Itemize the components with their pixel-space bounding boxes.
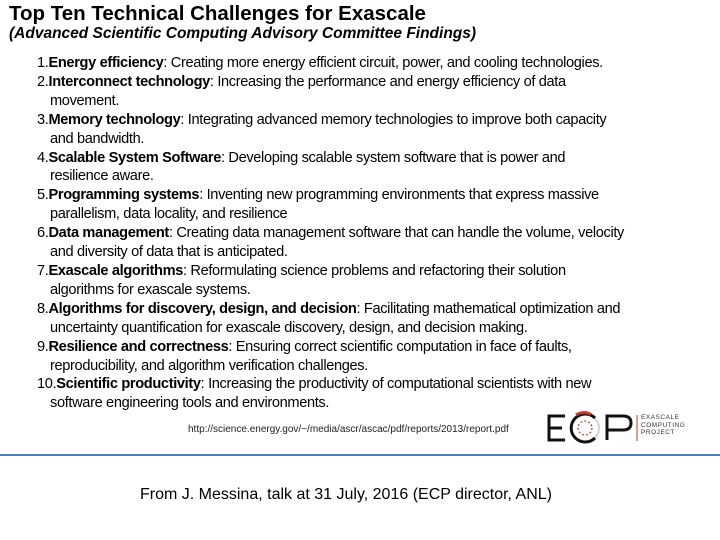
- item-term: Interconnect technology: [48, 73, 210, 90]
- item-description-continued: movement.: [50, 92, 120, 109]
- list-item: [37, 338, 677, 376]
- item-description: : Developing scalable system software that is power and: [220, 149, 566, 166]
- list-item: [37, 375, 677, 413]
- item-description-continued: resilience aware.: [50, 168, 154, 185]
- item-description-continued: software engineering tools and environments.: [50, 395, 330, 412]
- item-term: Programming systems: [48, 187, 200, 204]
- item-description-continued: and bandwidth.: [50, 130, 145, 147]
- list-item: [37, 149, 677, 187]
- item-description: : Integrating advanced memory technologies to improve both capacity: [180, 111, 607, 128]
- logo-wordmark: [641, 414, 685, 437]
- logo-wordmark-line: PROJECT: [641, 429, 676, 437]
- item-description: : Creating data management software that can handle the volume, velocity: [168, 225, 625, 242]
- item-number: 6.: [37, 225, 49, 242]
- list-item: [37, 262, 677, 300]
- item-description-continued: algorithms for exascale systems.: [50, 281, 251, 298]
- list-item: [37, 224, 677, 262]
- slide-subtitle: (Advanced Scientific Computing Advisory Committee Findings): [9, 25, 477, 42]
- list-item: [37, 73, 677, 111]
- item-description: : Ensuring correct scientific computation in face of faults,: [228, 338, 572, 355]
- item-description-continued: reproducibility, and algorithm verification challenges.: [50, 357, 368, 374]
- item-description: : Facilitating mathematical optimization and: [356, 300, 621, 317]
- item-term: Resilience and correctness: [48, 338, 229, 355]
- item-description-continued: and diversity of data that is anticipated.: [50, 244, 288, 261]
- item-number: 9.: [37, 338, 49, 355]
- item-term: Scalable System Software: [48, 149, 221, 166]
- list-item: [37, 111, 677, 149]
- item-description: : Reformulating science problems and refactoring their solution: [182, 262, 566, 279]
- logo-p-shape: [607, 416, 631, 440]
- item-number: 8.: [37, 300, 49, 317]
- item-term: Scientific productivity: [56, 376, 201, 393]
- item-description: : Increasing the performance and energy efficiency of data: [209, 73, 566, 90]
- item-description: : Inventing new programming environments that express massive: [199, 187, 599, 204]
- item-number: 4.: [37, 149, 49, 166]
- caption: From J. Messina, talk at 31 July, 2016 (ECP director, ANL): [139, 486, 552, 503]
- item-description: : Creating more energy efficient circuit, power, and cooling technologies.: [163, 55, 603, 71]
- item-description-continued: uncertainty quantification for exascale discovery, design, and decision making.: [50, 319, 528, 336]
- item-term: Memory technology: [48, 111, 181, 128]
- item-number: 5.: [37, 187, 49, 204]
- item-number: 2.: [37, 73, 49, 90]
- list-item: [37, 300, 677, 338]
- item-number: 1.: [37, 55, 49, 71]
- item-term: Exascale algorithms: [48, 262, 183, 279]
- slide-title: Top Ten Technical Challenges for Exascale: [9, 2, 426, 25]
- item-number: 10.: [37, 376, 57, 393]
- logo-c-ring: [571, 413, 599, 442]
- divider-rule: [0, 454, 720, 456]
- item-term: Data management: [48, 225, 169, 242]
- list-item: [37, 54, 677, 73]
- item-description-continued: parallelism, data locality, and resilience: [50, 206, 288, 223]
- challenge-list: [37, 54, 677, 413]
- item-number: 3.: [37, 111, 49, 128]
- list-item: [37, 186, 677, 224]
- item-term: Energy efficiency: [48, 55, 164, 71]
- item-term: Algorithms for discovery, design, and decision: [48, 300, 357, 317]
- logo-wordmark-line: COMPUTING: [641, 421, 686, 429]
- logo-wordmark-line: EXASCALE: [641, 414, 680, 421]
- source-url: http://science.energy.gov/~/media/ascr/ascac/pdf/reports/2013/report.pdf: [188, 424, 509, 435]
- logo-e-shape: [549, 416, 565, 440]
- item-number: 7.: [37, 262, 49, 279]
- item-description: : Increasing the productivity of computational scientists with new: [200, 376, 592, 393]
